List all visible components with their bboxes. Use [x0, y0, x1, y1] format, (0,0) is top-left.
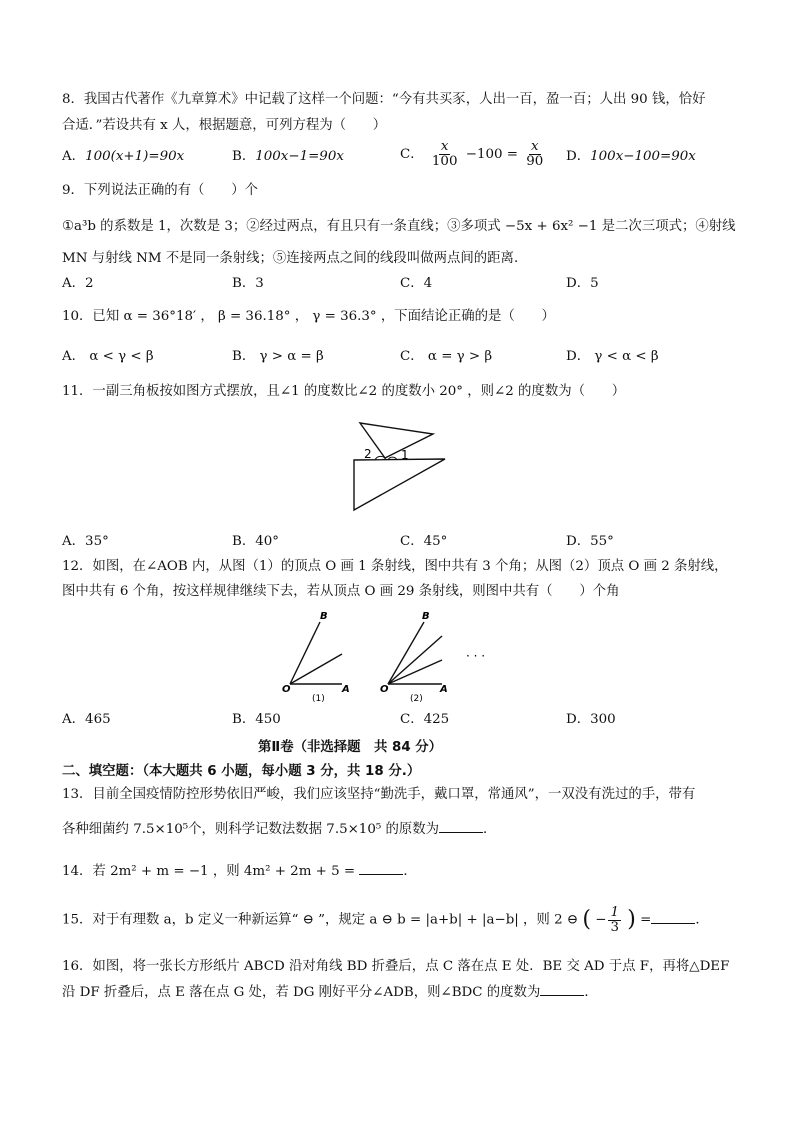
q14-stem: 14．若 2m² + m = −1 ，则 4m² + 2m + 5 = ．	[62, 864, 417, 879]
q12-stem-line1: 12．如图，在∠AOB 内，从图（1）的顶点 O 画 1 条射线，图中共有 3 个角；从图（2）顶点 O 画 2 条射线，	[62, 559, 728, 574]
q13-stem-line2: 各种细菌约 7.5×10⁵个，则科学记数法数据 7.5×10⁵ 的原数为 ．	[62, 822, 497, 837]
q9-option-a: A．2	[62, 276, 94, 291]
q8-option-b: B．100x−1=90x	[232, 149, 344, 164]
q8-option-c: C． $\frac{x}{100}$ −100 = $\frac{x}{90}$	[400, 139, 544, 169]
q11-option-d: D．55°	[566, 534, 614, 549]
q11-stem: 11．一副三角板按如图方式摆放，且∠1 的度数比∠2 的度数小 20° ，则∠2 的度数为（ ）	[62, 384, 626, 399]
q15-answer-blank[interactable]	[651, 911, 695, 924]
q14-answer-blank[interactable]	[359, 862, 403, 875]
q12-figure-2	[380, 611, 448, 704]
section-2-title: 二、填空题：（本大题共 6 小题，每小题 3 分，共 18 分.）	[62, 764, 421, 779]
q13-stem-line1: 13．目前全国疫情防控形势依旧严峻，我们应该坚持“勤洗手，戴口罩，常通风”，一双没有洗过的手，带有	[62, 787, 696, 802]
svg-text:A: A	[342, 684, 350, 695]
q11-option-b: B．40°	[232, 534, 279, 549]
q8-option-d: D．100x−100=90x	[566, 149, 696, 164]
q12-fig2-caption: (2)	[410, 694, 423, 704]
q12-fig1-caption: (1)	[312, 694, 325, 704]
q12-option-b: B．450	[232, 712, 281, 727]
svg-text:B: B	[320, 611, 328, 622]
q9-option-c: C．4	[400, 276, 433, 291]
q10-option-c: C． α = γ > β	[400, 349, 493, 364]
q9-option-b: B．3	[232, 276, 264, 291]
q12-option-a: A．465	[62, 712, 111, 727]
q12-option-d: D．300	[566, 712, 616, 727]
q9-statement-line1: ①a³b 的系数是 1，次数是 3；②经过两点，有且只有一条直线；③多项式 −5x + 6x² −1 是二次三项式；④射线	[62, 219, 736, 234]
q10-option-b: B． γ > α = β	[232, 349, 324, 364]
svg-text:O: O	[282, 684, 291, 695]
svg-text:O: O	[380, 684, 389, 695]
q8-option-a: A．100(x+1)=90x	[62, 149, 185, 164]
q11-lower-triangle	[354, 459, 445, 510]
q15-stem: 15．对于有理数 a，b 定义一种新运算“ ⊖ ”，规定 a ⊖ b = |a+b| + |a−b| ，则 2 ⊖ ( − $\frac{1}{3}$ ) = ．	[62, 904, 709, 935]
q11-label-2: 2	[364, 447, 372, 461]
q10-option-a: A． α < γ < β	[62, 349, 154, 364]
q11-label-1: 1	[401, 448, 409, 462]
q13-answer-blank[interactable]	[439, 820, 483, 833]
q10-option-d: D． γ < α < β	[566, 349, 659, 364]
q8-stem-line1: 8．我国古代著作《九章算术》中记载了这样一个问题：“今有共买豕，人出一百，盈一百；人出 90 钱，恰好	[62, 92, 706, 107]
svg-text:B: B	[422, 611, 430, 622]
q10-stem: 10．已知 α = 36°18′ ， β = 36.18° ， γ = 36.3° ，下面结论正确的是（ ）	[62, 309, 555, 324]
q12-stem-line2: 图中共有 6 个角，按这样规律继续下去，若从顶点 O 画 29 条射线，则图中共有（ ）个角	[62, 584, 620, 599]
q11-triangle-figure	[345, 418, 455, 516]
q16-stem-line1: 16．如图，将一张长方形纸片 ABCD 沿对角线 BD 折叠后，点 C 落在点 E 处．BE 交 AD 于点 F，再将△DEF	[62, 959, 730, 974]
q12-option-c: C．425	[400, 712, 450, 727]
q9-stem: 9．下列说法正确的有（ ）个	[62, 183, 258, 198]
q12-rays-figure	[278, 608, 508, 710]
q16-stem-line2: 沿 DF 折叠后，点 E 落在点 G 处，若 DG 刚好平分∠ADB，则∠BDC 的度数为 ．	[62, 985, 598, 1000]
q8-stem-line2: 合适．”若设共有 x 人，根据题意，可列方程为（ ）	[62, 118, 387, 133]
q8-c-fraction-2: $\frac{x}{90}$	[526, 139, 544, 169]
q16-answer-blank[interactable]	[540, 983, 584, 996]
q12-continuation-dots: · · ·	[466, 649, 486, 663]
part-2-title: 第Ⅱ卷（非选择题 共 84 分）	[258, 740, 443, 755]
q9-option-d: D．5	[566, 276, 599, 291]
q11-option-c: C．45°	[400, 534, 448, 549]
q12-figure-1	[282, 611, 350, 704]
q11-option-a: A．35°	[62, 534, 109, 549]
q9-statement-line2: MN 与射线 NM 不是同一条射线；⑤连接两点之间的线段叫做两点间的距离．	[62, 251, 528, 266]
svg-text:A: A	[440, 684, 448, 695]
q15-fraction: $\frac{1}{3}$	[610, 904, 619, 935]
q8-c-fraction-1: $\frac{x}{100}$	[431, 139, 458, 169]
